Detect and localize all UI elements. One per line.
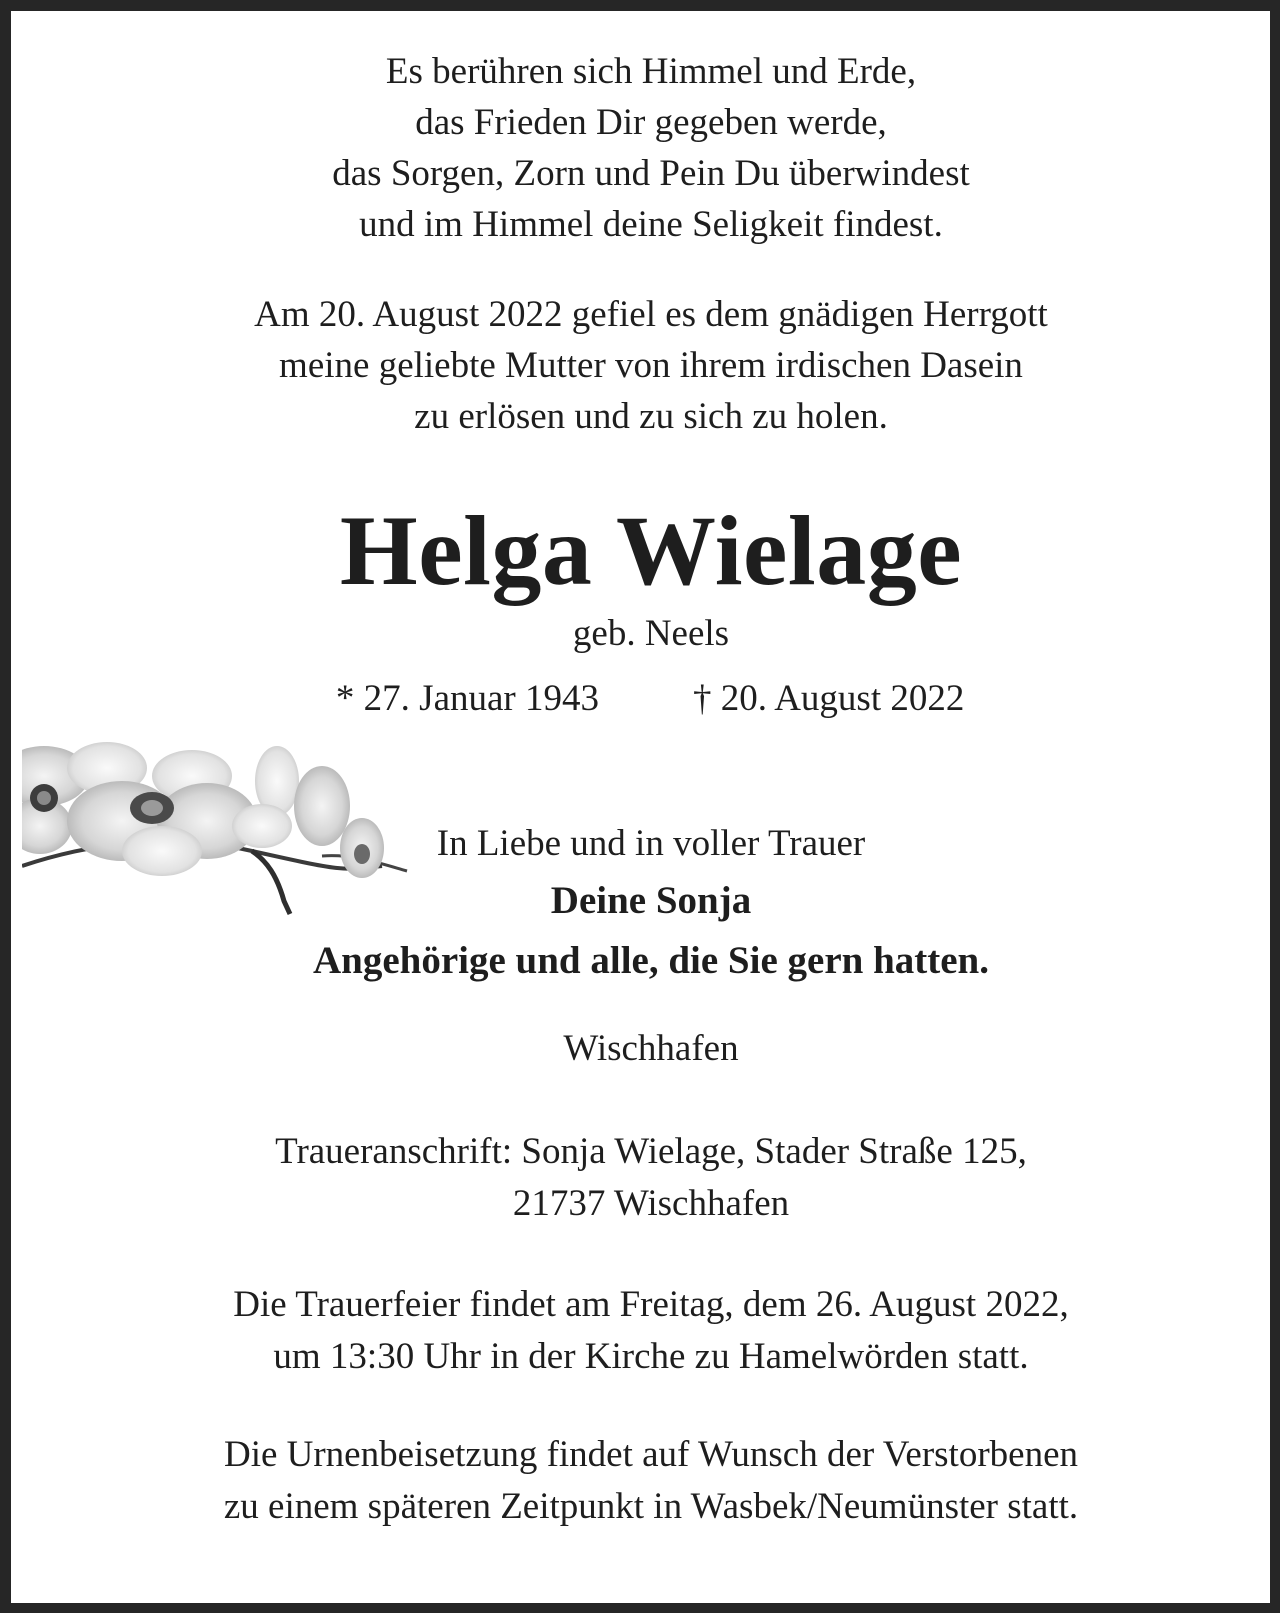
address-line: Traueranschrift: Sonja Wielage, Stader Straße 125, bbox=[275, 1131, 1027, 1172]
service-line: um 13:30 Uhr in der Kirche zu Hamelwörden statt. bbox=[273, 1336, 1029, 1377]
address-line: 21737 Wischhafen bbox=[512, 1183, 790, 1224]
service-line: Die Trauerfeier findet am Freitag, dem 26. August 2022, bbox=[233, 1284, 1069, 1325]
mourner-line: Angehörige und alle, die Sie gern hatten. bbox=[312, 939, 989, 982]
announcement-line: meine geliebte Mutter von ihrem irdischen Dasein bbox=[279, 345, 1023, 386]
poem-line: Es berühren sich Himmel und Erde, bbox=[385, 51, 917, 92]
birth-name: geb. Neels bbox=[572, 613, 730, 654]
mourners-list bbox=[11, 871, 1280, 991]
announcement-line: zu erlösen und zu sich zu holen. bbox=[414, 396, 888, 437]
poem-verse bbox=[11, 46, 1280, 250]
announcement-line: Am 20. August 2022 gefiel es dem gnädigen Herrgott bbox=[254, 294, 1048, 335]
birth-date: * 27. Januar 1943 bbox=[335, 678, 599, 719]
deceased-name: Helga Wielage bbox=[339, 495, 963, 606]
death-date: † 20. August 2022 bbox=[693, 678, 965, 719]
place-name: Wischhafen bbox=[563, 1028, 739, 1069]
funeral-service-info bbox=[11, 1279, 1280, 1383]
poem-line: das Sorgen, Zorn und Pein Du überwindest bbox=[332, 153, 970, 194]
mourner-line: Deine Sonja bbox=[550, 879, 752, 922]
poem-line: das Frieden Dir gegeben werde, bbox=[415, 102, 887, 143]
urn-line: zu einem späteren Zeitpunkt in Wasbek/Neumünster statt. bbox=[223, 1486, 1079, 1527]
poem-line: und im Himmel deine Seligkeit findest. bbox=[359, 204, 943, 245]
mourning-address bbox=[11, 1126, 1280, 1230]
mourning-intro: In Liebe und in voller Trauer bbox=[436, 823, 866, 864]
urn-line: Die Urnenbeisetzung findet auf Wunsch der Verstorbenen bbox=[223, 1434, 1079, 1475]
urn-burial-info bbox=[11, 1429, 1280, 1533]
death-announcement bbox=[11, 289, 1280, 442]
